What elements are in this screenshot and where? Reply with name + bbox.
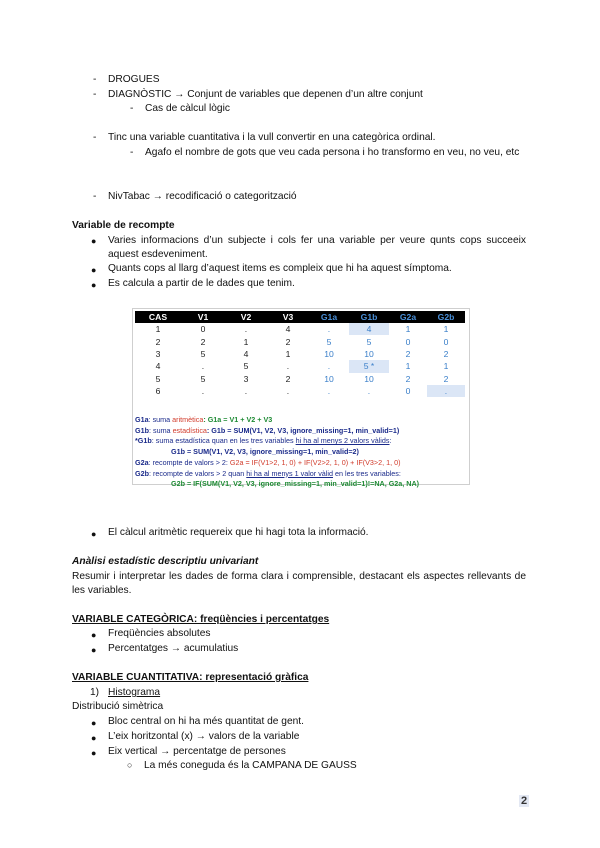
list-item-diagnostic: DIAGNÒSTIC → Conjunt de variables que depenen d’un altre conjunt: [108, 89, 423, 100]
table-cell: 10: [364, 348, 374, 359]
formula-g2b-code: G2b = IF(SUM(V1, V2, V3, ignore_missing=1, min_valid=1)!=NA, G2a, NA): [171, 479, 420, 489]
bullet-icon: ●: [91, 265, 97, 275]
circle-bullet-icon: ○: [127, 760, 133, 770]
table-cell: 10: [324, 373, 334, 384]
table-cell: .: [367, 386, 371, 397]
quantitativa-bullet: L’eix horitzontal (x) → valors de la variable: [108, 731, 300, 742]
table-cell: 4: [349, 323, 389, 335]
dash-marker: -: [130, 147, 134, 158]
table-cell: .: [201, 361, 205, 372]
table-row: [135, 335, 465, 347]
calcul-bullet: El càlcul aritmètic requereix que hi hagi tota la informació.: [108, 527, 369, 538]
table-cell: .: [327, 386, 331, 397]
list-item-drogues: DROGUES: [108, 74, 160, 85]
data-table: [135, 311, 465, 397]
table-cell: 0: [405, 386, 411, 397]
table-cell: 5: [326, 336, 332, 347]
list-subitem-gots: Agafo el nombre de gots que veu cada persona i ho transformo en veu, no veu, etc: [145, 147, 520, 158]
col-header: G2a: [389, 311, 427, 323]
recompte-bullet: Varies informacions d’un subjecte i cols fer una variable per veure qunts cops succeeix aquest esdeveniment.: [108, 235, 526, 260]
formula-g1b: G1b: suma estadística: G1b = SUM(V1, V2, V3, ignore_missing=1, min_valid=1): [135, 425, 400, 435]
quantitativa-bullet: Bloc central on hi ha més quantitat de gent.: [108, 716, 304, 727]
dash-marker: -: [93, 132, 97, 143]
table-row: [135, 348, 465, 360]
table-cell: 2: [285, 373, 291, 384]
col-header: G2b: [427, 311, 465, 323]
table-header-row: [135, 311, 465, 323]
item-number: 1): [90, 687, 100, 698]
dash-marker: -: [93, 74, 97, 85]
table-cell: 2: [405, 373, 411, 384]
table-cell: .: [327, 324, 331, 335]
table-row: [135, 323, 465, 335]
table-cell: 1: [443, 324, 449, 335]
distribucio-label: Distribució simètrica: [72, 701, 164, 712]
table-cell: 1: [405, 324, 411, 335]
table-cell: 10: [364, 373, 374, 384]
table-cell: 2: [443, 348, 449, 359]
table-cell: 0: [443, 336, 449, 347]
formula-g2a: G2a: recompte de valors > 2: G2a = IF(V1>2, 1, 0) + IF(V2>2, 1, 0) + IF(V3>2, 1, 0): [135, 457, 401, 467]
bullet-icon: ●: [91, 280, 97, 290]
bullet-icon: ●: [91, 645, 97, 655]
analisi-text: Resumir i interpretar les dades de forma clara i comprensible, destacant els aspectes rellevants de les variables.: [72, 571, 526, 596]
table-cell: .: [327, 361, 331, 372]
table-cell: 5: [243, 361, 249, 372]
table-row: [135, 385, 465, 397]
quantitativa-bullet: Eix vertical → percentatge de persones: [108, 746, 286, 757]
section-title-categorica: VARIABLE CATEGÒRICA: freqüències i percentatges: [72, 614, 330, 625]
table-row: [135, 360, 465, 372]
table-cell: 1: [405, 361, 411, 372]
table-cell: 1: [243, 336, 249, 347]
categorica-bullet: Percentatges → acumulatius: [108, 643, 239, 654]
table-cell: 2: [155, 336, 161, 347]
section-title-recompte: Variable de recompte: [72, 220, 175, 231]
col-header: V1: [181, 311, 225, 323]
formula-g1a: G1a: suma aritmètica: G1a = V1 + V2 + V3: [135, 415, 273, 424]
table-cell: 4: [243, 348, 249, 359]
bullet-icon: ●: [91, 630, 97, 640]
table-cell: 3: [155, 348, 161, 359]
table-cell: 2: [405, 348, 411, 359]
table-cell: 6: [155, 386, 161, 397]
col-header: V2: [225, 311, 267, 323]
list-subitem-calcul: Cas de càlcul lògic: [145, 103, 230, 114]
table-cell: 1: [285, 348, 291, 359]
col-header: CAS: [135, 311, 181, 323]
section-title-analisi: Anàlisi estadístic descriptiu univariant: [72, 556, 259, 567]
formula-g2b: G2b: recompte de valors > 2 quan hi ha al menys 1 valor vàlid en les tres variables:: [135, 468, 401, 478]
table-cell: .: [286, 386, 290, 397]
recompte-bullet: Quants cops al llarg d’aquest items es compleix que hi ha aquest símptoma.: [108, 263, 452, 274]
table-cell: 2: [200, 336, 206, 347]
dash-marker: -: [93, 89, 97, 100]
table-cell: .: [244, 386, 248, 397]
table-cell: 5: [200, 348, 206, 359]
section-title-quantitativa: VARIABLE CUANTITATIVA: representació gràfica: [72, 672, 309, 683]
bullet-icon: ●: [91, 236, 97, 246]
bullet-icon: ●: [91, 529, 97, 539]
table-cell: .: [427, 385, 465, 397]
gauss-subbullet: La més coneguda és la CAMPANA DE GAUSS: [144, 760, 357, 771]
table-cell: 10: [324, 348, 334, 359]
categorica-bullet: Freqüències absolutes: [108, 628, 211, 639]
bullet-icon: ●: [91, 748, 97, 758]
table-cell: 4: [155, 361, 161, 372]
bullet-icon: ●: [91, 733, 97, 743]
page-number: 2: [521, 795, 528, 807]
dash-marker: -: [130, 103, 134, 114]
table-cell: 1: [443, 361, 449, 372]
list-item-nivtabac: NivTabac → recodificació o categorització: [108, 191, 297, 202]
histograma-heading: Histograma: [108, 687, 161, 698]
dash-marker: -: [93, 191, 97, 202]
table-cell: 5: [200, 373, 206, 384]
table-cell: .: [201, 386, 205, 397]
col-header: G1b: [349, 311, 389, 323]
table-cell: 2: [285, 336, 291, 347]
table-cell: 1: [155, 324, 161, 335]
table-cell: 3: [243, 373, 249, 384]
table-cell: 4: [285, 324, 291, 335]
formula-notes: [135, 415, 467, 490]
table-cell: .: [244, 324, 248, 335]
table-cell: .: [286, 361, 290, 372]
table-cell: 0: [200, 324, 206, 335]
table-cell: 5: [366, 336, 372, 347]
bullet-icon: ●: [91, 718, 97, 728]
recompte-table-figure: [132, 308, 470, 489]
formula-g1b-min2-code: G1b = SUM(V1, V2, V3, ignore_missing=1, min_valid=2): [171, 447, 359, 457]
recompte-bullet: Es calcula a partir de le dades que tenim.: [108, 278, 295, 289]
table-cell: 0: [405, 336, 411, 347]
table-cell: 5 *: [349, 360, 389, 372]
formula-g1b-min2: *G1b: suma estadística quan en les tres variables hi ha al menys 2 valors vàlids:: [135, 436, 392, 446]
table-cell: 2: [443, 373, 449, 384]
table-row: [135, 373, 465, 385]
col-header: V3: [267, 311, 309, 323]
table-cell: 5: [155, 373, 161, 384]
col-header: G1a: [309, 311, 349, 323]
list-item-variable: Tinc una variable cuantitativa i la vull convertir en una categòrica ordinal.: [108, 132, 436, 143]
